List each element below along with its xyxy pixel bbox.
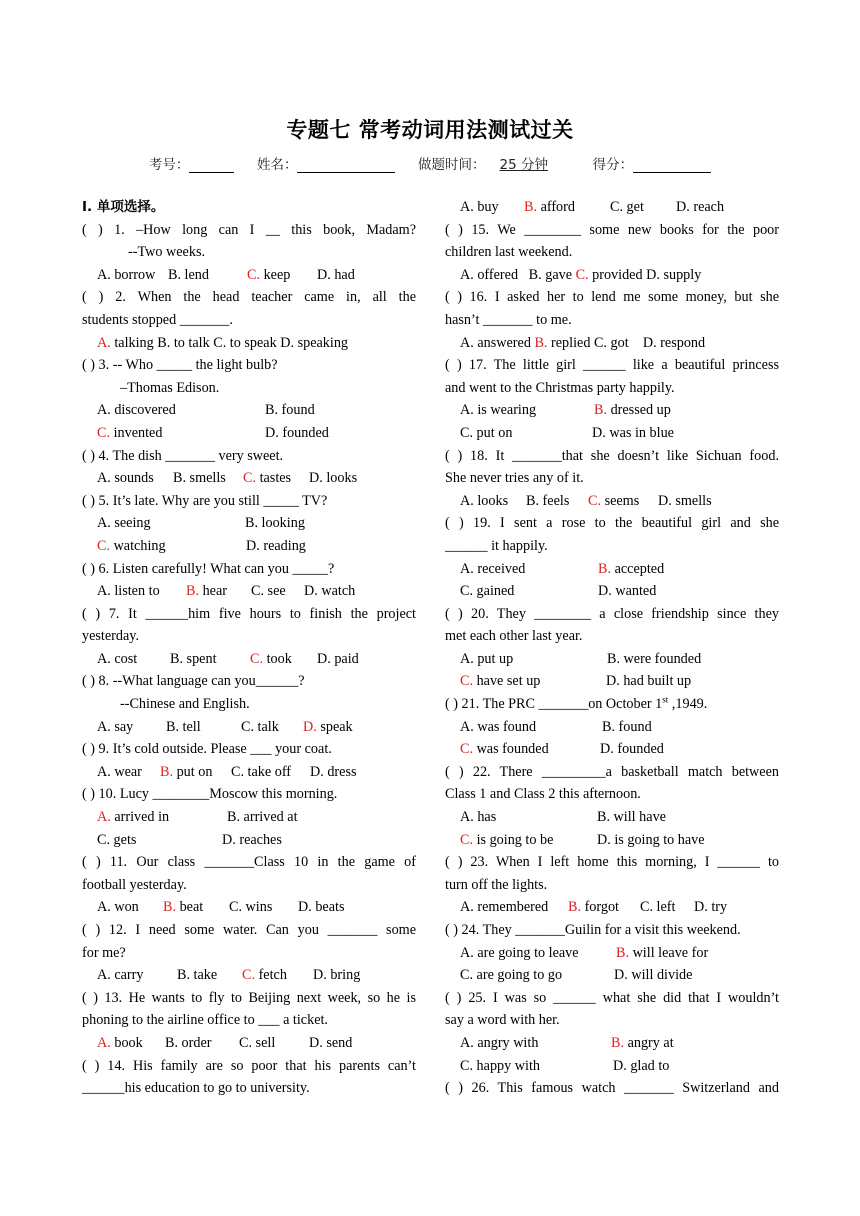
option-d[interactable]: D. had built up bbox=[606, 673, 692, 690]
option-b[interactable]: B. lend bbox=[168, 266, 209, 283]
option-text: speak bbox=[316, 718, 353, 735]
question-5-options-cd bbox=[82, 535, 416, 558]
option-b[interactable] bbox=[186, 580, 251, 603]
option-b[interactable]: B. found bbox=[602, 718, 652, 735]
question-19-cont: ______ it happily. bbox=[445, 537, 548, 554]
question-2: ( ) 2. When the head teacher came in, all the bbox=[82, 289, 416, 306]
question-1-reply: --Two weeks. bbox=[128, 244, 206, 261]
option-a[interactable]: A. carry bbox=[97, 967, 144, 984]
exam-info bbox=[0, 153, 860, 173]
option-text: have set up bbox=[473, 673, 541, 690]
option-b[interactable]: B. take bbox=[177, 967, 218, 984]
answer-mark: B. bbox=[534, 334, 548, 351]
option-d[interactable]: D. smells bbox=[658, 492, 712, 509]
option-b[interactable]: B. looking bbox=[245, 515, 305, 532]
question-21: ( ) 21. The PRC _______on October 1st ,1949. bbox=[445, 694, 708, 713]
option-d[interactable]: D. founded bbox=[600, 741, 664, 758]
option-c[interactable]: C. talk bbox=[241, 718, 279, 735]
option-c[interactable]: C. gained bbox=[460, 583, 515, 600]
answer-mark: C. bbox=[97, 537, 111, 554]
option-a[interactable]: A. listen to bbox=[97, 583, 160, 600]
option-d[interactable] bbox=[303, 716, 353, 739]
answer-mark: B. bbox=[524, 199, 538, 215]
answer-mark: A. bbox=[97, 334, 111, 351]
question-1: ( ) 1. –How long can I __ this book, Madam? bbox=[82, 221, 416, 238]
question-3-reply: –Thomas Edison. bbox=[120, 379, 220, 396]
option-text: put on bbox=[173, 763, 213, 780]
option-c[interactable]: C. wins bbox=[229, 899, 273, 916]
option-text: watching bbox=[110, 537, 166, 554]
option-text: beat bbox=[176, 899, 204, 916]
question-16-cont: hasn’t _______ to me. bbox=[445, 311, 572, 328]
option-d[interactable]: D. reading bbox=[246, 537, 306, 554]
answer-mark: B. bbox=[598, 560, 612, 577]
question-24: ( ) 24. They _______Guilin for a visit this weekend. bbox=[445, 922, 741, 938]
option-text: forgot bbox=[581, 899, 619, 916]
option-a[interactable]: A. looks bbox=[460, 492, 509, 509]
question-8-reply: --Chinese and English. bbox=[120, 696, 250, 713]
answer-mark: C. bbox=[242, 967, 256, 984]
name-field[interactable] bbox=[297, 157, 395, 173]
option-d[interactable]: D. glad to bbox=[613, 1057, 670, 1074]
score-label: 得分： bbox=[592, 157, 634, 173]
question-17-options-cd bbox=[445, 422, 779, 445]
option-text: tastes bbox=[256, 470, 292, 487]
answer-mark: C. bbox=[97, 424, 111, 441]
score-field[interactable] bbox=[633, 157, 711, 173]
option-b[interactable]: B. arrived at bbox=[227, 809, 298, 826]
question-4-options bbox=[82, 467, 416, 490]
question-3-options-ab bbox=[82, 399, 416, 422]
question-15: ( ) 15. We ________ some new books for the poor bbox=[445, 221, 779, 238]
question-22-cont: Class 1 and Class 2 this afternoon. bbox=[445, 786, 641, 803]
option-c[interactable]: C. sell bbox=[239, 1034, 276, 1051]
option-text: dressed up bbox=[607, 402, 671, 419]
question-12-cont: for me? bbox=[82, 944, 126, 961]
question-13-cont: phoning to the airline office to ___ a ticket. bbox=[82, 1012, 328, 1029]
answer-mark: C. bbox=[250, 650, 264, 667]
option-c[interactable] bbox=[460, 670, 606, 693]
question-5-options-ab bbox=[82, 512, 416, 535]
question-16-options[interactable] bbox=[445, 332, 779, 355]
question-18-cont: She never tries any of it. bbox=[445, 470, 584, 487]
question-8: ( ) 8. --What language can you______? bbox=[82, 673, 305, 690]
question-9: ( ) 9. It’s cold outside. Please ___ your coat. bbox=[82, 741, 332, 758]
answer-mark: C. bbox=[460, 673, 474, 690]
option-c[interactable]: C. left bbox=[640, 899, 676, 916]
option-c[interactable] bbox=[460, 829, 597, 852]
option-c[interactable] bbox=[243, 467, 309, 490]
answer-mark: B. bbox=[594, 402, 608, 419]
answer-mark: C. bbox=[247, 266, 261, 283]
option-a[interactable]: A. borrow bbox=[97, 266, 156, 283]
question-7: ( ) 7. It ______him five hours to finish the project bbox=[82, 605, 416, 622]
question-22-options-cd bbox=[445, 829, 779, 852]
question-5: ( ) 5. It’s late. Why are you still _____ TV? bbox=[82, 492, 328, 509]
option-a[interactable]: A. seeing bbox=[97, 515, 151, 532]
option-text: book bbox=[110, 1034, 143, 1051]
question-2-cont: students stopped _______. bbox=[82, 311, 233, 328]
answer-mark: C. bbox=[588, 492, 602, 509]
option-a[interactable]: A. has bbox=[460, 809, 497, 826]
question-10-options-ab bbox=[82, 806, 416, 829]
question-7-cont: yesterday. bbox=[82, 628, 139, 645]
question-12-options bbox=[82, 964, 416, 987]
question-3-options-cd bbox=[82, 422, 416, 445]
answer-mark: D. bbox=[303, 718, 317, 735]
option-a[interactable]: A. sounds bbox=[97, 470, 154, 487]
question-7-options bbox=[82, 648, 416, 671]
option-c[interactable] bbox=[97, 422, 265, 445]
answer-mark: B. bbox=[186, 583, 200, 600]
question-6: ( ) 6. Listen carefully! What can you _____? bbox=[82, 560, 335, 577]
question-19-options-ab bbox=[445, 558, 779, 581]
option-c[interactable] bbox=[250, 648, 317, 671]
option-b[interactable] bbox=[163, 896, 229, 919]
option-b[interactable]: B. spent bbox=[170, 650, 217, 667]
name-label: 姓名： bbox=[256, 157, 298, 173]
question-2-options[interactable] bbox=[82, 332, 416, 355]
question-10: ( ) 10. Lucy ________Moscow this morning. bbox=[82, 786, 338, 803]
option-d[interactable]: D. dress bbox=[310, 763, 357, 780]
option-text: arrived in bbox=[110, 809, 170, 826]
option-c[interactable] bbox=[242, 964, 313, 987]
question-11: ( ) 11. Our class _______Class 10 in the game of bbox=[82, 854, 416, 871]
option-b[interactable] bbox=[594, 399, 671, 422]
answer-mark: A. bbox=[97, 1034, 111, 1051]
option-a[interactable] bbox=[97, 806, 227, 829]
option-b[interactable] bbox=[611, 1032, 674, 1055]
question-20-cont: met each other last year. bbox=[445, 628, 583, 645]
option-c[interactable]: C. get bbox=[610, 199, 644, 215]
question-3: ( ) 3. -- Who _____ the light bulb? bbox=[82, 357, 278, 374]
option-d[interactable]: D. paid bbox=[317, 650, 359, 667]
option-text: provided D. supply bbox=[588, 266, 702, 283]
question-10-options-cd bbox=[82, 829, 416, 852]
option-text: will leave for bbox=[629, 944, 709, 961]
answer-mark: C. bbox=[460, 831, 474, 848]
option-a[interactable]: A. remembered bbox=[460, 899, 549, 916]
time-value: 25 分钟 bbox=[499, 157, 549, 173]
question-6-options bbox=[82, 580, 416, 603]
option-text: replied C. got D. respond bbox=[547, 334, 706, 351]
answer-mark: C. bbox=[460, 741, 474, 758]
option-a[interactable]: A. are going to leave bbox=[460, 944, 579, 961]
option-d[interactable]: D. will divide bbox=[614, 967, 693, 984]
section-heading: I. 单项选择。 bbox=[82, 199, 165, 215]
question-1-options bbox=[82, 264, 416, 287]
option-c[interactable]: C. see bbox=[251, 583, 286, 600]
option-text: talking B. to talk C. to speak D. speaking bbox=[110, 334, 349, 351]
option-text: invented bbox=[110, 424, 163, 441]
option-a[interactable] bbox=[97, 1032, 165, 1055]
page-title: 专题七 常考动词用法测试过关 bbox=[286, 118, 574, 142]
question-18: ( ) 18. It _______that she doesn’t like Sichuan food. bbox=[445, 447, 779, 464]
option-b[interactable]: B. will have bbox=[597, 809, 666, 826]
question-15-options[interactable] bbox=[445, 264, 779, 287]
time-label: 做题时间： bbox=[418, 157, 486, 173]
question-16: ( ) 16. I asked her to lend me some money, but she bbox=[445, 289, 779, 306]
question-20-options-ab bbox=[445, 648, 779, 671]
option-d[interactable]: D. watch bbox=[304, 583, 356, 600]
option-d[interactable]: D. is going to have bbox=[597, 831, 705, 848]
question-25-options-ab bbox=[445, 1032, 779, 1055]
answer-mark: B. bbox=[611, 1034, 625, 1051]
option-text: accepted bbox=[611, 560, 665, 577]
option-a[interactable]: A. is wearing bbox=[460, 402, 537, 419]
option-c[interactable]: C. happy with bbox=[460, 1057, 540, 1074]
option-a[interactable]: A. say bbox=[97, 718, 134, 735]
option-d[interactable]: D. try bbox=[694, 899, 728, 916]
answer-mark: B. bbox=[616, 944, 630, 961]
option-b[interactable]: B. found bbox=[265, 402, 315, 419]
question-4: ( ) 4. The dish _______ very sweet. bbox=[82, 447, 284, 464]
option-text: A. offered B. gave bbox=[460, 266, 576, 283]
question-26: ( ) 26. This famous watch _______ Switzerland and bbox=[445, 1080, 779, 1097]
option-c[interactable]: C. are going to go bbox=[460, 967, 563, 984]
exam-no-field[interactable] bbox=[189, 157, 234, 173]
question-25-options-cd bbox=[445, 1055, 779, 1078]
option-b[interactable] bbox=[160, 761, 231, 784]
option-d[interactable]: D. bring bbox=[313, 967, 361, 984]
question-24-options-ab bbox=[445, 942, 779, 965]
option-b[interactable] bbox=[524, 196, 610, 219]
option-c[interactable]: C. put on bbox=[460, 424, 513, 441]
question-9-options bbox=[82, 761, 416, 784]
option-c[interactable] bbox=[97, 535, 246, 558]
option-text: afford bbox=[537, 199, 575, 215]
question-20-options-cd bbox=[445, 670, 779, 693]
option-text: keep bbox=[260, 266, 291, 283]
question-22: ( ) 22. There _________a basketball match between bbox=[445, 763, 779, 780]
question-13-options bbox=[82, 1032, 416, 1055]
option-text: A. answered bbox=[460, 334, 535, 351]
option-a[interactable]: A. received bbox=[460, 560, 526, 577]
question-18-options bbox=[445, 490, 779, 513]
question-19-options-cd bbox=[445, 580, 779, 603]
question-11-options bbox=[82, 896, 416, 919]
question-21-options-ab bbox=[445, 716, 779, 739]
option-b[interactable]: B. order bbox=[165, 1034, 212, 1051]
option-c[interactable] bbox=[247, 264, 317, 287]
option-a[interactable]: A. won bbox=[97, 899, 139, 916]
question-11-cont: football yesterday. bbox=[82, 876, 187, 893]
option-text: is going to be bbox=[473, 831, 554, 848]
option-c[interactable]: C. gets bbox=[97, 831, 137, 848]
option-d[interactable]: D. reaches bbox=[222, 831, 282, 848]
option-d[interactable]: D. looks bbox=[309, 470, 358, 487]
option-d[interactable]: D. was in blue bbox=[592, 424, 674, 441]
option-c[interactable]: C. take off bbox=[231, 763, 292, 780]
option-text: took bbox=[263, 650, 292, 667]
question-21-options-cd bbox=[445, 738, 779, 761]
option-c[interactable] bbox=[460, 738, 600, 761]
answer-mark: B. bbox=[160, 763, 174, 780]
option-text: angry at bbox=[624, 1034, 674, 1051]
option-d[interactable]: D. had bbox=[317, 266, 355, 283]
question-22-options-ab bbox=[445, 806, 779, 829]
question-17: ( ) 17. The little girl ______ like a beautiful princess bbox=[445, 357, 779, 374]
question-23-options bbox=[445, 896, 779, 919]
question-14: ( ) 14. His family are so poor that his parents can’t bbox=[82, 1057, 416, 1074]
option-a[interactable]: A. discovered bbox=[97, 402, 176, 419]
answer-mark: A. bbox=[97, 809, 111, 826]
question-23: ( ) 23. When I left home this morning, I ______ to bbox=[445, 854, 779, 871]
answer-mark: C. bbox=[243, 470, 257, 487]
question-15-cont: children last weekend. bbox=[445, 244, 573, 261]
option-b[interactable]: B. feels bbox=[526, 492, 570, 509]
question-14-cont: ______his education to go to university. bbox=[82, 1080, 310, 1097]
question-24-options-cd bbox=[445, 964, 779, 987]
option-d[interactable]: D. reach bbox=[676, 199, 725, 215]
answer-mark: C. bbox=[575, 266, 589, 283]
answer-mark: B. bbox=[163, 899, 177, 916]
option-a[interactable]: A. angry with bbox=[460, 1034, 539, 1051]
option-a[interactable]: A. cost bbox=[97, 650, 138, 667]
option-d[interactable]: D. send bbox=[309, 1034, 353, 1051]
option-text: seems bbox=[601, 492, 640, 509]
option-a[interactable]: A. buy bbox=[460, 199, 499, 215]
option-d[interactable]: D. beats bbox=[298, 899, 345, 916]
option-d[interactable]: D. wanted bbox=[598, 583, 657, 600]
question-17-options-ab bbox=[445, 399, 779, 422]
option-b[interactable]: B. smells bbox=[173, 470, 226, 487]
answer-mark: B. bbox=[568, 899, 582, 916]
option-text: fetch bbox=[255, 967, 287, 984]
option-b[interactable] bbox=[616, 942, 708, 965]
option-b[interactable]: B. were founded bbox=[607, 650, 702, 667]
option-d[interactable]: D. founded bbox=[265, 424, 329, 441]
option-a[interactable]: A. was found bbox=[460, 718, 537, 735]
question-8-options bbox=[82, 716, 416, 739]
question-23-cont: turn off the lights. bbox=[445, 876, 548, 893]
option-a[interactable]: A. put up bbox=[460, 650, 514, 667]
question-17-cont: and went to the Christmas party happily. bbox=[445, 379, 675, 396]
option-a[interactable]: A. wear bbox=[97, 763, 142, 780]
question-25: ( ) 25. I was so ______ what she did that I wouldn’t bbox=[445, 989, 779, 1006]
question-19: ( ) 19. I sent a rose to the beautiful girl and she bbox=[445, 515, 779, 532]
option-b[interactable]: B. tell bbox=[166, 718, 201, 735]
question-14-options bbox=[445, 196, 779, 219]
right-column bbox=[445, 196, 779, 1100]
question-20: ( ) 20. They ________ a close friendship since they bbox=[445, 605, 779, 622]
option-b[interactable] bbox=[598, 558, 664, 581]
ordinal-suffix: st bbox=[662, 694, 669, 705]
question-12: ( ) 12. I need some water. Can you _______ some bbox=[82, 922, 416, 938]
option-b[interactable] bbox=[568, 896, 640, 919]
question-25-cont: say a word with her. bbox=[445, 1012, 560, 1029]
left-column bbox=[82, 196, 416, 1100]
option-text: hear bbox=[199, 583, 227, 600]
option-c[interactable] bbox=[588, 490, 658, 513]
option-text: was founded bbox=[473, 741, 549, 758]
exam-no-label: 考号： bbox=[148, 157, 190, 173]
question-13: ( ) 13. He wants to fly to Beijing next week, so he is bbox=[82, 989, 416, 1006]
